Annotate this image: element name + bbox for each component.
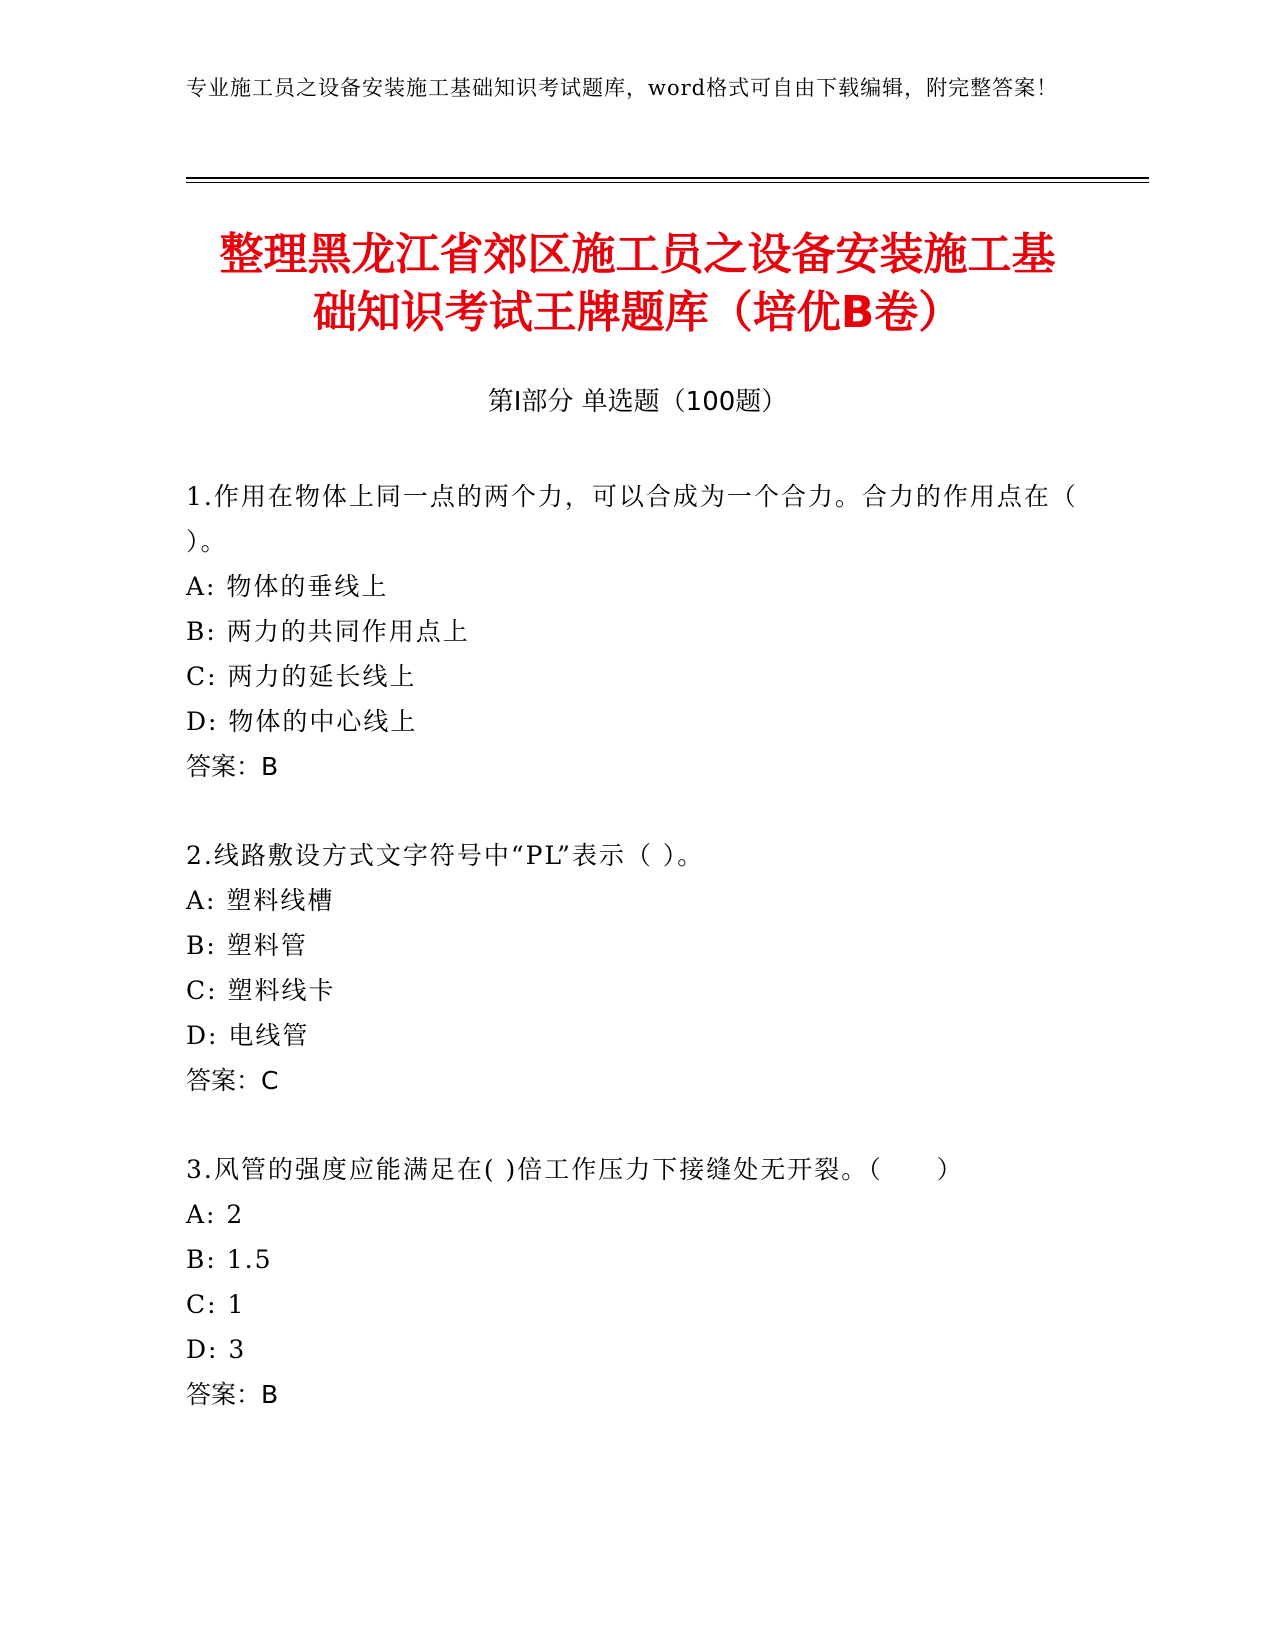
- question-3: [186, 1147, 1086, 1417]
- question-stem: 3.风管的强度应能满足在( )倍工作压力下接缝处无开裂。（ ）: [186, 1155, 964, 1184]
- option-d: D: 3: [186, 1335, 247, 1364]
- option-b: B: 塑料管: [186, 931, 308, 960]
- option-a: A: 2: [186, 1200, 245, 1229]
- section-heading: 第Ⅰ部分 单选题（100题）: [487, 387, 788, 417]
- option-a: A: 塑料线槽: [186, 886, 335, 915]
- answer: 答案：C: [186, 1066, 279, 1095]
- question-list: [186, 474, 1086, 1461]
- document-title-line-1: 整理黑龙江省郊区施工员之设备安装施工基: [219, 229, 1056, 280]
- header-rule-thick: [186, 177, 1149, 179]
- answer: 答案：B: [186, 752, 279, 781]
- question-stem: 2.线路敷设方式文字符号中“PL”表示（ ）。: [186, 841, 705, 870]
- question-2: [186, 833, 1086, 1103]
- option-b: B: 1.5: [186, 1245, 273, 1274]
- option-c: C: 塑料线卡: [186, 976, 336, 1005]
- option-d: D: 电线管: [186, 1021, 310, 1050]
- question-1: [186, 474, 1086, 789]
- document-title-line-2: 础知识考试王牌题库（培优B卷）: [312, 287, 963, 338]
- option-d: D: 物体的中心线上: [186, 707, 418, 736]
- option-c: C: 1: [186, 1290, 246, 1319]
- question-stem: 1.作用在物体上同一点的两个力，可以合成为一个合力。合力的作用点在（ ）。: [186, 482, 1078, 556]
- option-c: C: 两力的延长线上: [186, 662, 417, 691]
- header-note: 专业施工员之设备安装施工基础知识考试题库，word格式可自由下载编辑，附完整答案！: [186, 76, 1059, 100]
- option-a: A: 物体的垂线上: [186, 572, 389, 601]
- answer: 答案：B: [186, 1380, 279, 1409]
- document-title: [150, 226, 1125, 342]
- option-b: B: 两力的共同作用点上: [186, 617, 470, 646]
- header-rule-thin: [186, 182, 1149, 183]
